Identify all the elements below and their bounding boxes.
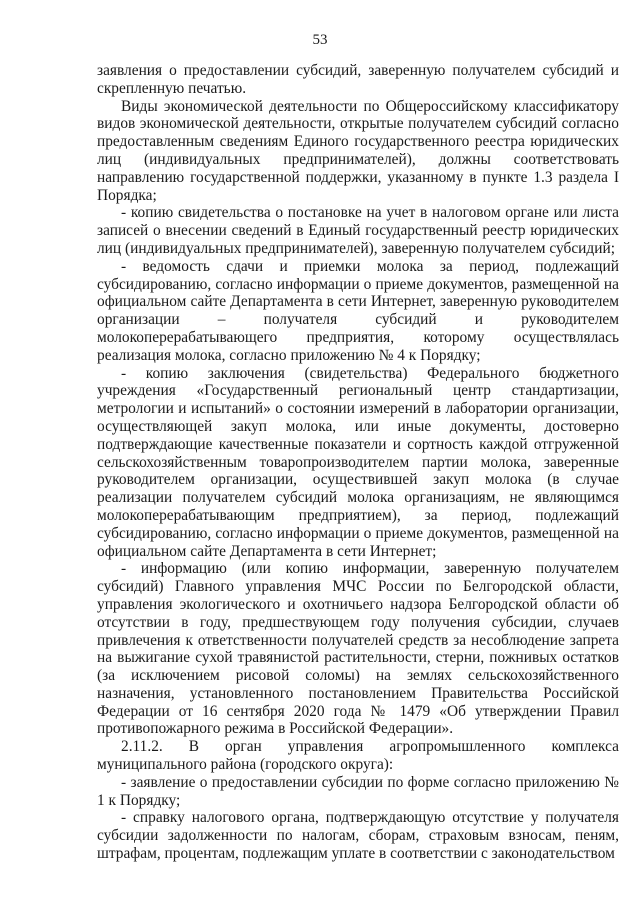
paragraph-subsidy-application: - заявление о предоставлении субсидии по форме согласно приложению № 1 к Порядку; xyxy=(97,773,619,809)
paragraph-activity-types: Виды экономической деятельности по Общероссийскому классификатору видов экономической деятельности, открытые получателем субсидий согласно предоставленным сведениям Единого государственного реестра юридических лиц (индивидуальных предпринимателей), должны соответствовать направлению государственной поддержки, указанному в пункте 1.3 раздела I Порядка; xyxy=(97,97,619,204)
paragraph-section-2-11-2: 2.11.2. В орган управления агропромышленного комплекса муниципального района (городского округа): xyxy=(97,738,619,774)
paragraph-tax-registration-copy: - копию свидетельства о постановке на учет в налоговом органе или листа записей о внесении сведений в Единый государственный реестр юридических лиц (индивидуальных предпринимателей), заверенную получателем субсидий; xyxy=(97,204,619,257)
paragraph-emergency-info: - информацию (или копию информации, заверенную получателем субсидий) Главного управления МЧС России по Белгородской области, управления экологического и охотничьего надзора Белгородской области об отсутствии в году, предшествующем году получения субсидии, случаев привлечения к ответственности получателей средств за несоблюдение запрета на выжигание сухой травянистой растительности, стерни, пожнивых остатков (за исключением рисовой соломы) на землях сельскохозяйственного назначения, установленного постановлением Правительства Российской Федерации от 16 сентября 2020 года № 1479 «Об утверждении Правил противопожарного режима в Российской Федерации». xyxy=(97,560,619,738)
document-body xyxy=(97,62,619,863)
paragraph-milk-delivery-statement: - ведомость сдачи и приемки молока за период, подлежащий субсидированию, согласно информации о приеме документов, размещенной на официальном сайте Департамента в сети Интернет, заверенную руководителем организации – получателя субсидий и руководителем молокоперерабатывающего предприятия, которому осуществлялась реализация молока, согласно приложению № 4 к Порядку; xyxy=(97,257,619,364)
paragraph-conclusion-copy: - копию заключения (свидетельства) Федерального бюджетного учреждения «Государственный региональный центр стандартизации, метрологии и испытаний» о состоянии измерений в лаборатории организации, осуществляющей закуп молока, или иные документы, достоверно подтверждающие качественные показатели и сортность каждой отгруженной сельскохозяйственным товаропроизводителем партии молока, заверенные руководителем организации, осуществившей закуп молока (в случае реализации получателем субсидий молока организациям, не являющимся молокоперерабатывающим предприятием), за период, подлежащий субсидированию, согласно информации о приеме документов, размещенной на официальном сайте Департамента в сети Интернет; xyxy=(97,364,619,560)
page-number: 53 xyxy=(312,32,328,48)
paragraph-continuation: заявления о предоставлении субсидий, заверенную получателем субсидий и скрепленную печатью. xyxy=(97,62,619,97)
paragraph-tax-certificate: - справку налогового органа, подтверждающую отсутствие у получателя субсидии задолженности по налогам, сборам, страховым взносам, пеням, штрафам, процентам, подлежащим уплате в соответствии с законодательством xyxy=(97,809,619,863)
